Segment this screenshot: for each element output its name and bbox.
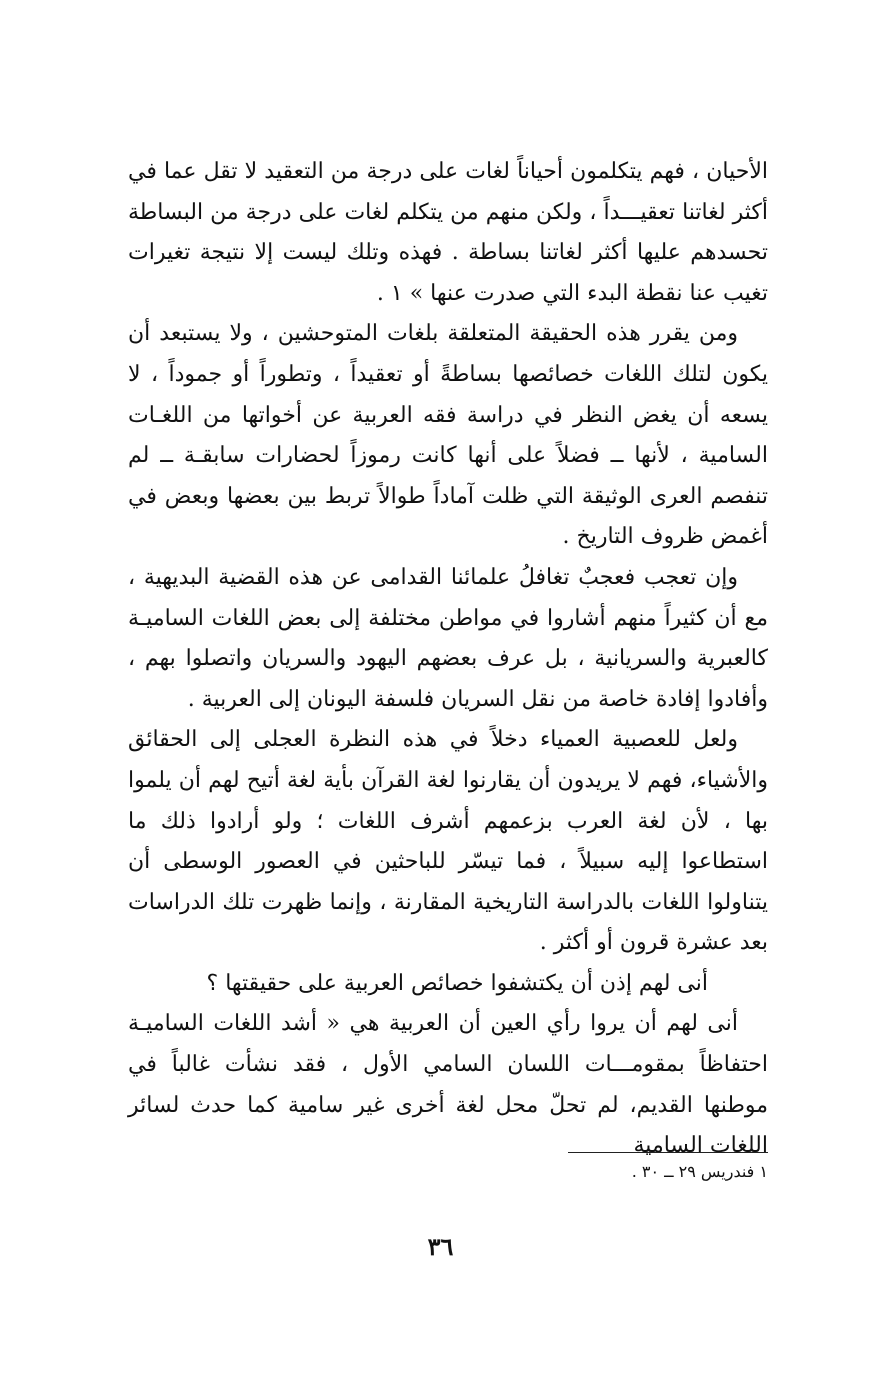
body-text: [128, 152, 768, 1167]
paragraph-1: الأحيان ، فهم يتكلمون أحياناً لغات على درجة من التعقيد لا تقل عما في أكثر لغاتنا تعقيـــداً ، ولكن منهم من يتكلم لغات على درجة من البساطة تحسدهم عليها أكثر لغاتنا بساطة . فهذه وتلك ليست إلا نتيجة تغيرات تغيب عنا نقطة البدء التي صدرت عنها » ١ .: [128, 159, 768, 306]
footnote: ١ فندريس ٢٩ ــ ٣٠ .: [631, 1162, 768, 1181]
paragraph-3: وإن تعجب فعجبٌ تغافلُ علمائنا القدامى عن هذه القضية البديهية ، مع أن كثيراً منهم أشاروا في مواطن مختلفة إلى بعض اللغات الساميـة كالعبرية والسريانية ، بل عرف بعضهم اليهود والسريان واتصلوا بهم ، وأفادوا إفادة خاصة من نقل السريان فلسفة اليونان إلى العربية .: [128, 564, 768, 712]
paragraph-6: أنى لهم أن يروا رأي العين أن العربية هي « أشد اللغات الساميـة احتفاظاً بمقومـــات اللسان السامي الأول ، فقد نشأت غالباً في موطنها القديم، لم تحلّ محل لغة أخرى غير سامية كما حدث لسائر اللغات السامية: [128, 1011, 768, 1159]
page-number: ٣٦: [427, 1232, 454, 1261]
paragraph-5: أنى لهم إذن أن يكتشفوا خصائص العربية على حقيقتها ؟: [206, 970, 708, 996]
paragraph-2: ومن يقرر هذه الحقيقة المتعلقة بلغات المتوحشين ، ولا يستبعد أن يكون لتلك اللغات خصائصها بساطةً أو تعقيداً ، وتطوراً أو جموداً ، لا يسعه أن يغض النظر في دراسة فقه العربية عن أخواتها من اللغـات السامية ، لأنها ــ فضلاً على أنها كانت رموزاً لحضارات سابقـة ــ لم تنفصم العرى الوثيقة التي ظلت آماداً طوالاً تربط بين بعضها وبعض في أغمض ظروف التاريخ .: [128, 321, 768, 550]
footnote-divider: [568, 1152, 768, 1153]
paragraph-4: ولعل للعصبية العمياء دخلاً في هذه النظرة العجلى إلى الحقائق والأشياء، فهم لا يريدون أن يقارنوا لغة القرآن بأية لغة أتيح لهم أن يلموا بها ، لأن لغة العرب بزعمهم أشرف اللغات ؛ ولو أرادوا ذلك ما استطاعوا إليه سبيلاً ، فما تيسّر للباحثين في العصور الوسطى أن يتناولوا اللغات بالدراسة التاريخية المقارنة ، وإنما ظهرت تلك الدراسات بعد عشرة قرون أو أكثر .: [128, 727, 768, 956]
